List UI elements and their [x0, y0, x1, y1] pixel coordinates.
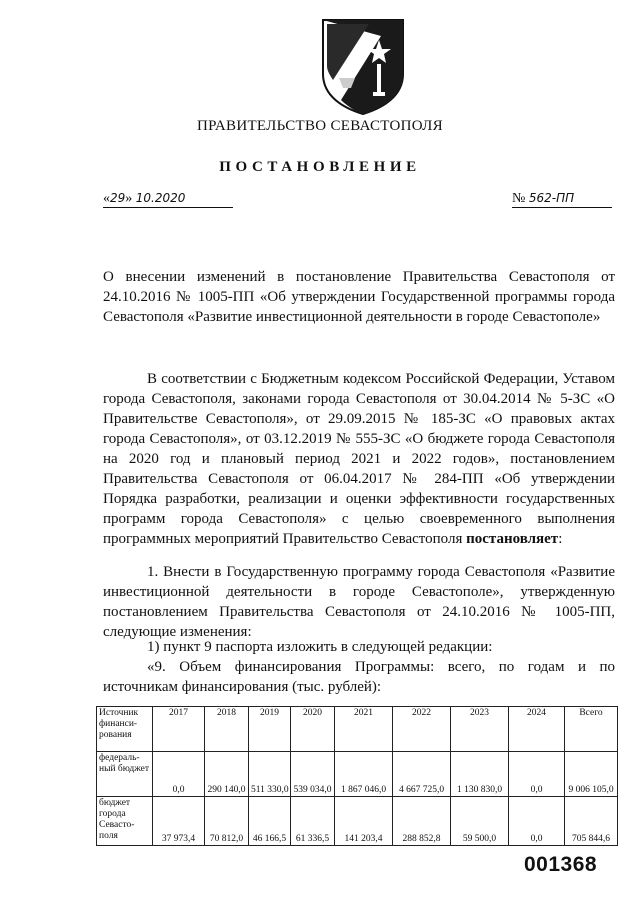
table-cell: 70 812,0 — [205, 797, 249, 846]
header-year: 2024 — [509, 707, 565, 752]
preamble-paragraph — [103, 369, 615, 549]
table-cell: 37 973,4 — [153, 797, 205, 846]
document-type-title: ПОСТАНОВЛЕНИЕ — [219, 159, 421, 175]
table-cell: 141 203,4 — [335, 797, 393, 846]
document-serial-number: 001368 — [524, 853, 598, 876]
document-number — [512, 190, 612, 208]
date-quote-close: » — [125, 191, 133, 206]
city-emblem — [319, 16, 407, 116]
table-cell: 0,0 — [509, 752, 565, 797]
table-cell: 0,0 — [153, 752, 205, 797]
preamble-text: В соответствии с Бюджетным кодексом Российской Федерации, Уставом города Севастополя, законами города Севастополя от 30.04.2014 № 5-ЗС «О Правительстве Севастополя», от 29.09.2015 № 185-ЗС «О правовых актах города Севастополя», от 03.12.2019 № 555-ЗС «О бюджете города Севастополя на 2020 год и плановый период 2021 и 2022 годов», постановлением Правительства Севастополя от 06.04.2017 № 284-ПП «Об утверждении Порядка разработки, реализации и оценки эффективности государственных программ города Севастополя» с целью своевременного выполнения программных мероприятий Правительство Севастополя — [103, 371, 615, 547]
subclause-1-paragraph: 1) пункт 9 паспорта изложить в следующей редакции: — [147, 639, 493, 655]
preamble-colon: : — [558, 531, 563, 547]
header-year: 2019 — [249, 707, 291, 752]
document-subject: О внесении изменений в постановление Правительства Севастополя от 24.10.2016 № 1005-ПП «Об утверждении Государственной программы города Севастополя «Развитие инвестиционной деятельности в городе Севастополе» — [103, 269, 615, 325]
row-total: 9 006 105,0 — [565, 752, 618, 797]
header-year: 2020 — [291, 707, 335, 752]
row-source: бюджет города Севасто-поля — [97, 797, 153, 846]
row-total: 705 844,6 — [565, 797, 618, 846]
date-month-year: 10.2020 — [135, 191, 186, 205]
resolves-word: постановляет — [466, 531, 559, 547]
header-year: 2021 — [335, 707, 393, 752]
header-source: Источник финанси-рования — [97, 707, 153, 752]
clause-1-paragraph: 1. Внести в Государственную программу города Севастополя «Развитие инвестиционной деятельности в городе Севастополе», утвержденную постановлением Правительства Севастополя от 24.10.2016 № 1005-ПП, следующие изменения: — [103, 564, 615, 640]
row-source: федераль-ный бюджет — [97, 752, 153, 797]
table-cell: 46 166,5 — [249, 797, 291, 846]
number-sign: № — [512, 191, 526, 206]
table-cell: 290 140,0 — [205, 752, 249, 797]
date-quote-open: « — [103, 191, 110, 206]
header-year: 2017 — [153, 707, 205, 752]
table-cell: 288 852,8 — [393, 797, 451, 846]
header-year: 2023 — [451, 707, 509, 752]
table-cell: 1 867 046,0 — [335, 752, 393, 797]
table-row — [97, 752, 618, 797]
funding-table — [96, 706, 618, 846]
government-name: ПРАВИТЕЛЬСТВО СЕВАСТОПОЛЯ — [197, 118, 443, 134]
funding-intro-paragraph: «9. Объем финансирования Программы: всего, по годам и по источникам финансирования (тыс. рублей): — [103, 659, 615, 695]
table-row — [97, 797, 618, 846]
header-year: 2022 — [393, 707, 451, 752]
document-date — [103, 190, 233, 208]
table-header-row — [97, 707, 618, 752]
header-year: 2018 — [205, 707, 249, 752]
header-total: Всего — [565, 707, 618, 752]
table-cell: 4 667 725,0 — [393, 752, 451, 797]
table-cell: 539 034,0 — [291, 752, 335, 797]
table-cell: 59 500,0 — [451, 797, 509, 846]
table-cell: 511 330,0 — [249, 752, 291, 797]
date-day: 29 — [110, 191, 126, 205]
table-cell: 61 336,5 — [291, 797, 335, 846]
table-cell: 1 130 830,0 — [451, 752, 509, 797]
table-cell: 0,0 — [509, 797, 565, 846]
number-value: 562-ПП — [528, 191, 575, 205]
